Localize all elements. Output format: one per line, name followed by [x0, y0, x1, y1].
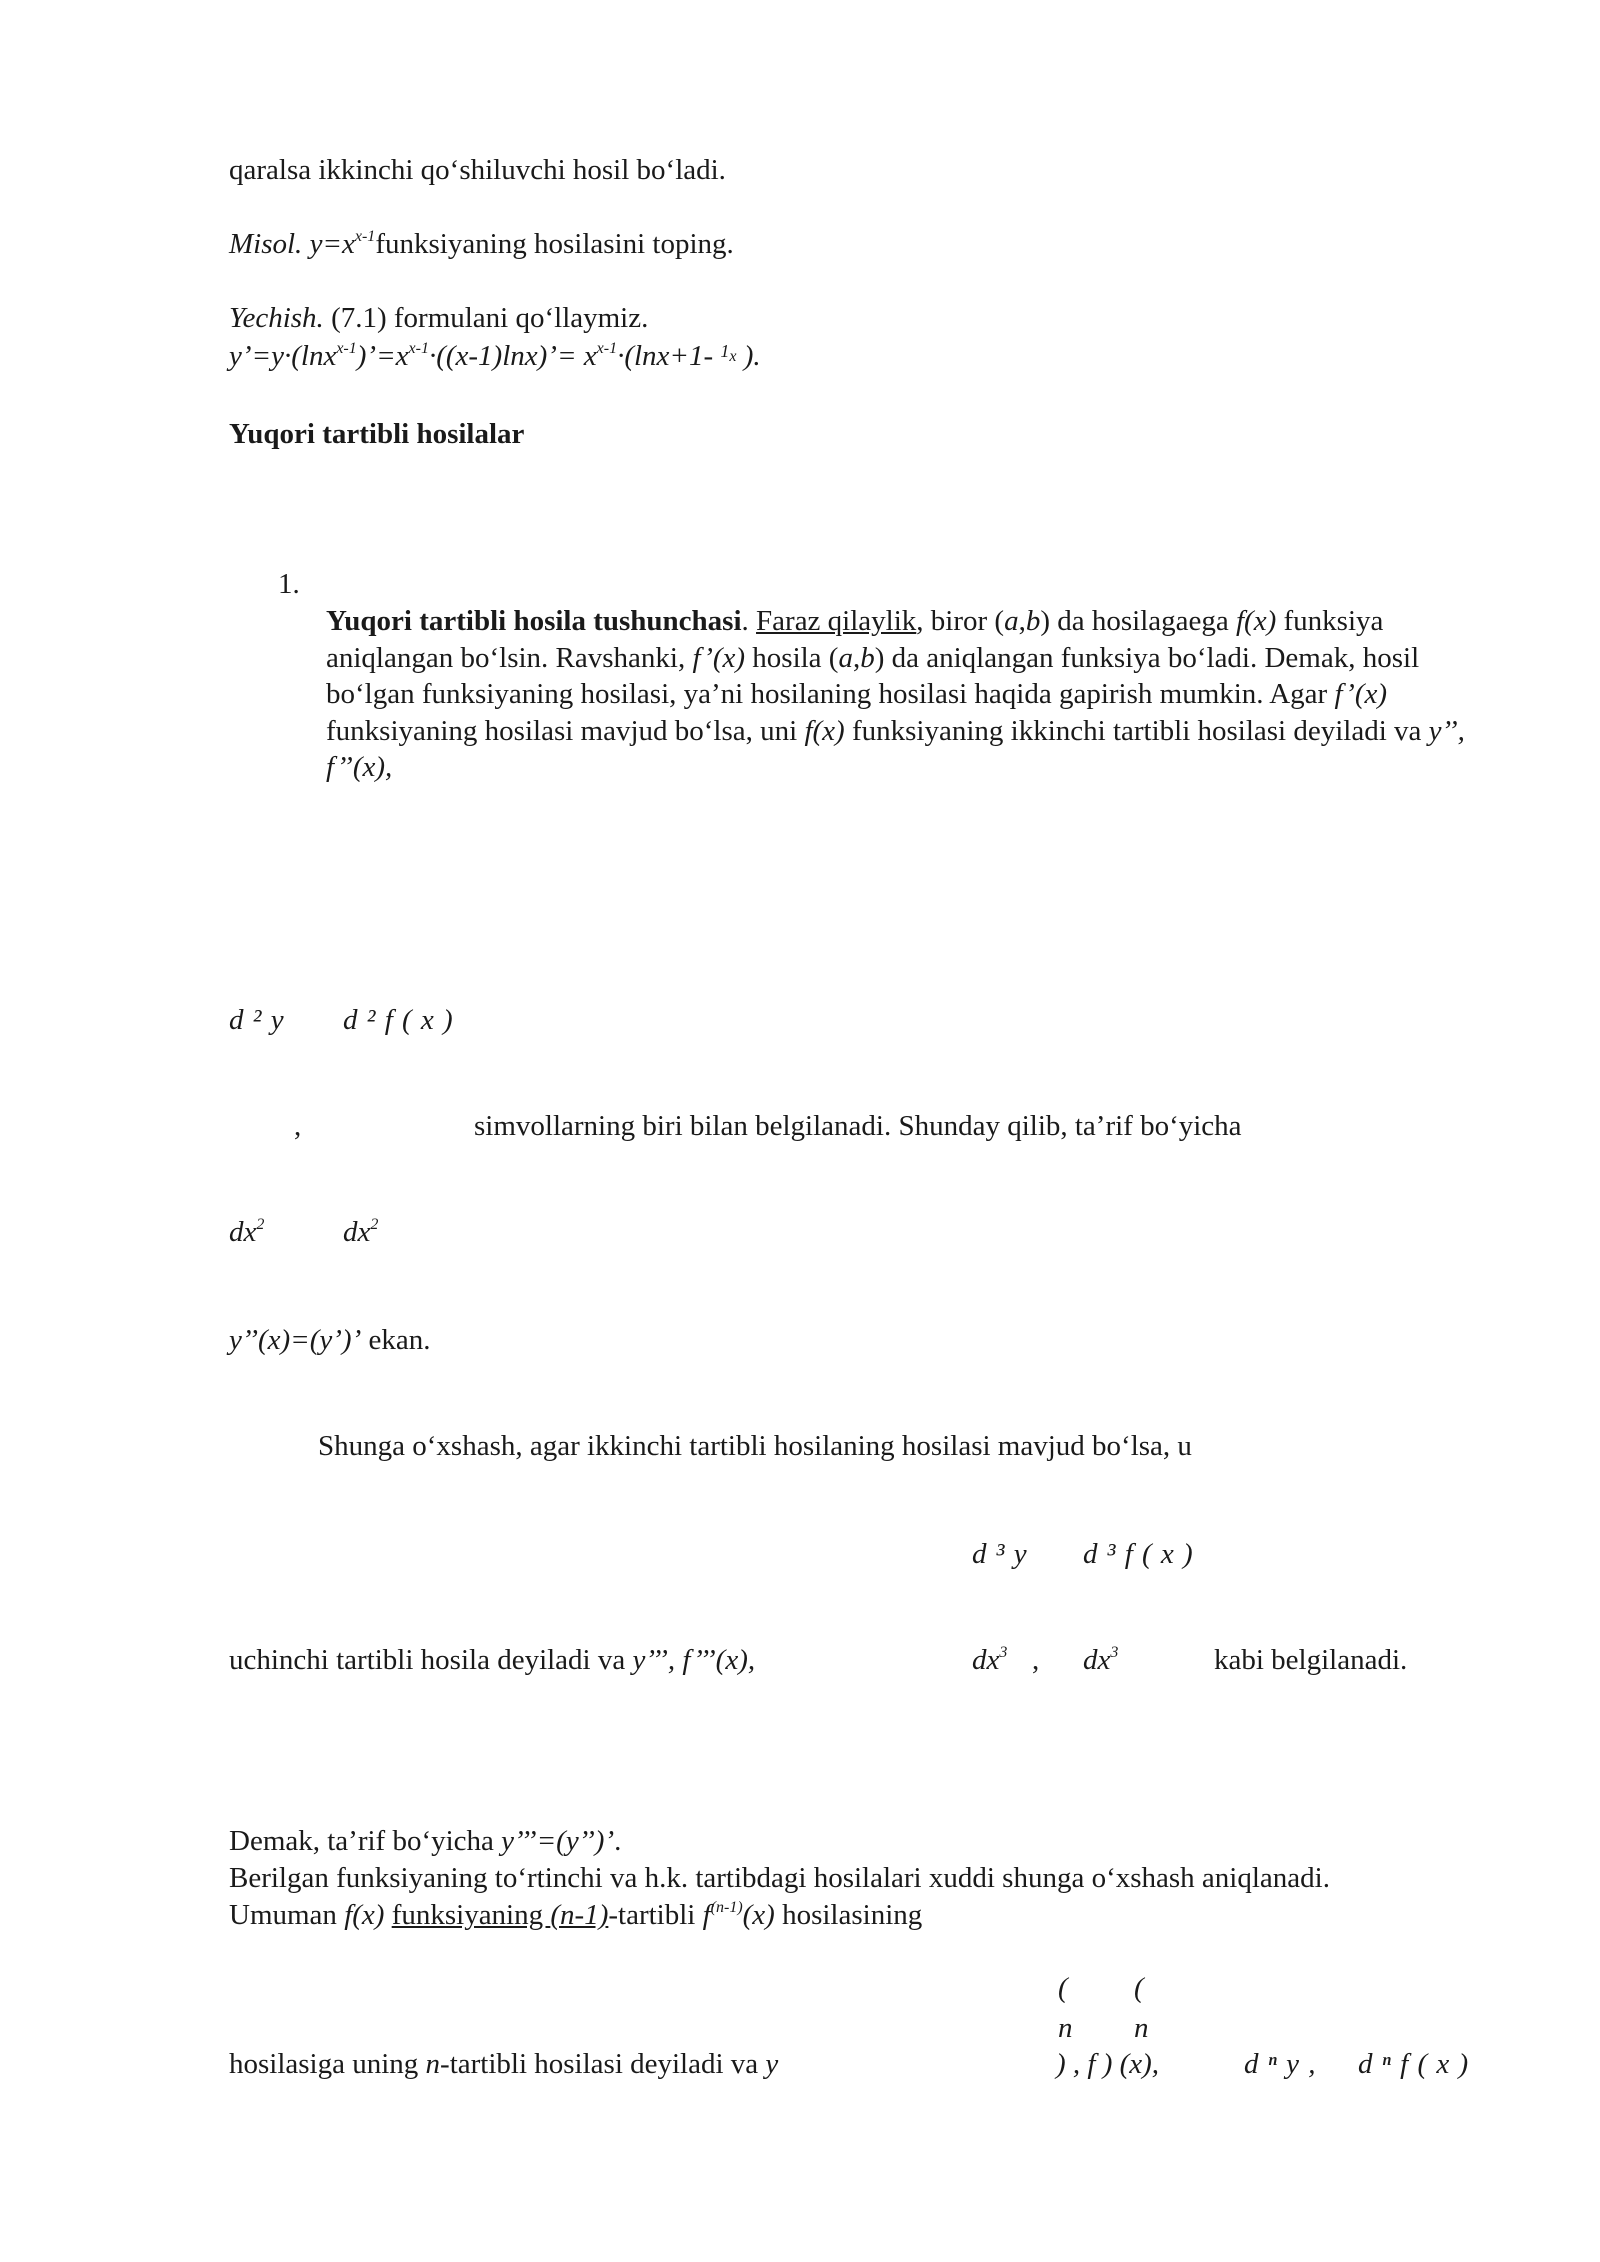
- third-derivative-end-text: kabi belgilanadi.: [1214, 1644, 1408, 1676]
- text-run: .: [741, 605, 749, 637]
- third-derivative-definition: y’’’=(y’’)’: [501, 1825, 615, 1857]
- formula-part: ((x-1)lnx)’= x: [436, 340, 597, 372]
- example-text: funksiyaning hosilasini toping.: [375, 228, 734, 260]
- third-derivative-denominator: [1083, 1642, 1118, 1679]
- second-derivative-denominator: [343, 1214, 378, 1251]
- text-run: Demak, ta’rif bo‘yicha: [229, 1825, 502, 1857]
- dot-operator: ·: [617, 340, 625, 372]
- solution-text: (7.1) formulani qo‘llaymiz.: [331, 302, 649, 334]
- denominator-base: dx: [343, 1216, 371, 1248]
- example-formula-exp: x-1: [354, 228, 376, 245]
- var-a: a: [838, 641, 853, 674]
- nth-derivative-notation: ) , f ) (x),: [1056, 2048, 1160, 2080]
- ekan-formula: y’’(x)=(y’)’: [229, 1324, 362, 1356]
- third-derivative-denominator: [972, 1642, 1007, 1679]
- var-y: y: [765, 2048, 779, 2080]
- third-derivative-numerator-f: d ³ f ( x ): [1083, 1538, 1194, 1570]
- function-fx: f(x): [1236, 605, 1277, 637]
- denominator-exp: 3: [999, 1644, 1008, 1661]
- dot-operator: ·: [283, 340, 292, 372]
- formula-part: (lnx: [291, 340, 337, 372]
- fraction: [720, 340, 736, 363]
- text-run: ,: [1018, 605, 1026, 637]
- underlined-phrase: Faraz qilaylik: [756, 605, 917, 637]
- text-run: hosila (: [745, 641, 839, 674]
- text-run: -tartibli hosilasi deyiladi va: [440, 2048, 766, 2080]
- var-b: b: [1025, 605, 1041, 637]
- function-fpx: f’(x): [692, 641, 746, 674]
- list-number: 1.: [278, 568, 300, 600]
- order-n: n: [425, 2048, 441, 2080]
- text-run: funksiyaning: [391, 1899, 551, 1931]
- formula-part: )’=x: [356, 340, 409, 372]
- function-argument: (x): [742, 1899, 775, 1931]
- formula-part: y’=y: [229, 340, 284, 372]
- second-derivative-denominator: [229, 1214, 264, 1251]
- order-exponent: (n-1): [710, 1899, 743, 1916]
- text-run: .: [614, 1825, 622, 1857]
- ekan-text: ekan.: [361, 1324, 431, 1356]
- paren-top: (: [1134, 1972, 1144, 2004]
- berilgan-line: Berilgan funksiyaning to‘rtinchi va h.k. tartibdagi hosilalari xuddi shunga o‘xshash aniqlanadi.: [229, 1862, 1330, 1894]
- text-run: funksiyaning ikkinchi tartibli hosilasi deyiladi va: [844, 714, 1429, 747]
- denominator-exp: 2: [256, 1216, 265, 1233]
- second-derivative-numerator-f: d ² f ( x ): [343, 1004, 454, 1036]
- nth-derivative-dny: d ⁿ y ,: [1244, 2048, 1317, 2080]
- solution-line: [229, 300, 648, 337]
- third-derivative-notation: y’’’, f’’’(x),: [632, 1644, 756, 1676]
- denominator-base: dx: [1083, 1644, 1111, 1676]
- order-n: n: [1134, 2012, 1149, 2044]
- formula-part: (lnx+1-: [624, 340, 714, 372]
- comma-separator: ,: [294, 1110, 302, 1142]
- text-run: ,: [852, 641, 861, 674]
- formula-exponent: x-1: [408, 340, 429, 357]
- section-heading: [229, 416, 524, 453]
- var-a: a: [1004, 605, 1019, 637]
- denominator-exp: 3: [1110, 1644, 1119, 1661]
- function-f: f: [702, 1899, 711, 1931]
- nth-derivative-dnf: d ⁿ f ( x ): [1358, 2048, 1470, 2080]
- text-run: funksiya aniqlangan bo‘lsin. Ravshanki,: [326, 605, 1384, 674]
- text-run: Umuman: [229, 1899, 345, 1931]
- order-n: n: [1058, 2012, 1073, 2044]
- text-run: , biror (: [916, 605, 1005, 637]
- ekan-line: [229, 1322, 430, 1359]
- formula-part: ).: [743, 340, 761, 372]
- text-run: ) da hosilagaega: [1040, 605, 1236, 637]
- order-n-minus-1: (n-1): [550, 1899, 609, 1931]
- underlined-phrase: [392, 1899, 609, 1931]
- formula-exponent: x-1: [336, 340, 357, 357]
- list-item-paragraph: [326, 603, 1506, 786]
- paren-top: (: [1058, 1972, 1068, 2004]
- section-heading-text: Yuqori tartibli hosilalar: [229, 418, 525, 450]
- third-derivative-numerator-y: d ³ y: [972, 1538, 1028, 1570]
- text-run: -tartibli: [608, 1899, 703, 1931]
- second-derivative-numerator-y: d ² y: [229, 1004, 285, 1036]
- example-line: [229, 226, 734, 263]
- function-fx: f(x): [344, 1899, 385, 1931]
- text-line: qaralsa ikkinchi qo‘shiluvchi hosil bo‘ladi.: [229, 154, 726, 186]
- text-run: funksiyaning hosilasi mavjud bo‘lsa, uni: [326, 714, 805, 747]
- solution-label: Yechish.: [229, 302, 324, 334]
- function-fpx: f’(x): [1334, 678, 1387, 711]
- demak-line: [229, 1823, 621, 1860]
- denominator-base: dx: [972, 1644, 1000, 1676]
- function-fx: f(x): [804, 714, 845, 747]
- bold-term: Yuqori tartibli hosila tushunchasi: [326, 605, 742, 637]
- formula-exponent: x-1: [596, 340, 618, 357]
- denominator-base: dx: [229, 1216, 257, 1248]
- dot-operator: ·: [428, 340, 437, 372]
- fraction-numerator: 1: [720, 341, 730, 361]
- nth-derivative-text: [229, 2046, 778, 2083]
- example-label: Misol.: [229, 228, 303, 260]
- notation-text: simvollarning biri bilan belgilanadi. Shunday qilib, ta’rif bo‘yicha: [474, 1110, 1242, 1142]
- var-b: b: [860, 641, 875, 674]
- second-derivative-notation: y’’, f’’(x),: [326, 714, 1465, 784]
- example-formula-base: y=x: [309, 228, 355, 260]
- shunga-line: Shunga o‘xshash, agar ikkinchi tartibli hosilaning hosilasi mavjud bo‘lsa, u: [318, 1430, 1192, 1462]
- derivation-formula: [229, 338, 761, 375]
- umuman-line: [229, 1897, 922, 1934]
- text-run: uchinchi tartibli hosila deyiladi va: [229, 1644, 633, 1676]
- fraction-denominator: x: [729, 348, 737, 365]
- third-derivative-text: [229, 1642, 755, 1679]
- text-run: ) da aniqlangan funksiya bo‘ladi. Demak, hosil bo‘lgan funksiyaning hosilasi, ya’ni hosilaning hosilasi haqida gapirish mumkin. Agar: [326, 641, 1420, 711]
- text-run: hosilasining: [774, 1899, 923, 1931]
- comma-separator: ,: [1032, 1644, 1040, 1676]
- text-run: hosilasiga uning: [229, 2048, 426, 2080]
- denominator-exp: 2: [370, 1216, 379, 1233]
